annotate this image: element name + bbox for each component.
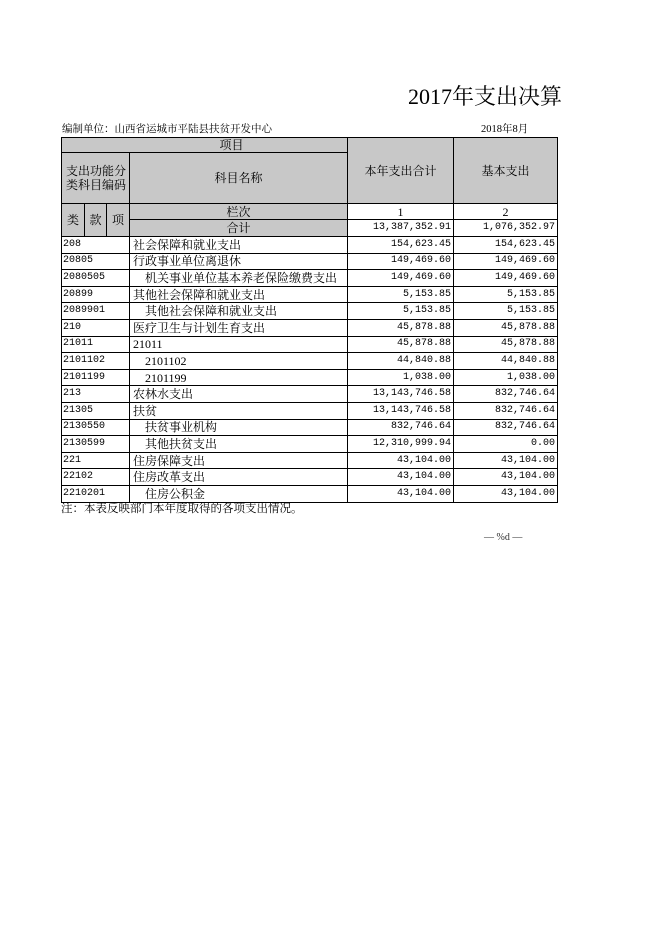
row-basic-amount: 43,104.00: [454, 469, 558, 486]
table-row: [62, 319, 558, 336]
table-row: [62, 253, 558, 270]
row-subject-name: 其他社会保障和就业支出: [130, 303, 348, 320]
row-total-amount: 45,878.88: [348, 319, 454, 336]
row-basic-amount: 154,623.45: [454, 237, 558, 254]
row-basic-amount: 45,878.88: [454, 319, 558, 336]
row-total-amount: 149,469.60: [348, 253, 454, 270]
table-row: [62, 369, 558, 386]
sum-row: [62, 220, 558, 237]
row-code: 210: [62, 319, 130, 336]
row-total-amount: 13,143,746.58: [348, 386, 454, 403]
row-subject-name: 农林水支出: [130, 386, 348, 403]
row-code: 208: [62, 237, 130, 254]
table-row: [62, 303, 558, 320]
header-project: 项目: [62, 138, 348, 153]
row-basic-amount: 832,746.64: [454, 386, 558, 403]
row-basic-amount: 149,469.60: [454, 270, 558, 287]
table-row: [62, 270, 558, 287]
row-total-amount: 43,104.00: [348, 469, 454, 486]
row-subject-name: 机关事业单位基本养老保险缴费支出: [130, 270, 348, 287]
sum-basic: 1,076,352.97: [454, 220, 558, 237]
row-code: 2130550: [62, 419, 130, 436]
row-total-amount: 43,104.00: [348, 452, 454, 469]
row-subject-name: 扶贫: [130, 402, 348, 419]
row-code: 20899: [62, 286, 130, 303]
column-index-total: 1: [348, 204, 454, 220]
row-subject-name: 扶贫事业机构: [130, 419, 348, 436]
row-code: 213: [62, 386, 130, 403]
table-row: [62, 402, 558, 419]
row-subject-name: 21011: [130, 336, 348, 353]
row-total-amount: 43,104.00: [348, 485, 454, 502]
row-subject-name: 住房保障支出: [130, 452, 348, 469]
row-basic-amount: 5,153.85: [454, 303, 558, 320]
sum-label: 合计: [130, 220, 348, 237]
row-code: 221: [62, 452, 130, 469]
table-row: [62, 386, 558, 403]
row-total-amount: 44,840.88: [348, 353, 454, 370]
header-row-index: [62, 204, 558, 220]
row-basic-amount: 43,104.00: [454, 485, 558, 502]
row-total-amount: 5,153.85: [348, 286, 454, 303]
table-row: [62, 436, 558, 453]
row-code: 2101199: [62, 369, 130, 386]
row-total-amount: 13,143,746.58: [348, 402, 454, 419]
row-basic-amount: 832,746.64: [454, 402, 558, 419]
header-code: 支出功能分类科目编码: [62, 153, 130, 204]
row-subject-name: 住房公积金: [130, 485, 348, 502]
row-subject-name: 医疗卫生与计划生育支出: [130, 319, 348, 336]
row-subject-name: 住房改革支出: [130, 469, 348, 486]
row-basic-amount: 149,469.60: [454, 253, 558, 270]
row-subject-name: 其他扶贫支出: [130, 436, 348, 453]
row-basic-amount: 5,153.85: [454, 286, 558, 303]
row-code: 22102: [62, 469, 130, 486]
row-subject-name: 2101102: [130, 353, 348, 370]
header-kuan: 款: [85, 204, 107, 237]
row-subject-name: 行政事业单位离退休: [130, 253, 348, 270]
row-subject-name: 其他社会保障和就业支出: [130, 286, 348, 303]
header-xiang: 项: [107, 204, 130, 237]
row-code: 2210201: [62, 485, 130, 502]
row-basic-amount: 0.00: [454, 436, 558, 453]
row-subject-name: 社会保障和就业支出: [130, 237, 348, 254]
table-row: [62, 452, 558, 469]
table-row: [62, 336, 558, 353]
header-lei: 类: [62, 204, 85, 237]
row-code: 2080505: [62, 270, 130, 287]
row-total-amount: 5,153.85: [348, 303, 454, 320]
page-title: 2017年支出决算: [408, 84, 562, 109]
row-code: 2089901: [62, 303, 130, 320]
header-row-project: [62, 138, 558, 153]
compiling-unit: 编制单位：山西省运城市平陆县扶贫开发中心: [62, 124, 272, 135]
row-code: 20805: [62, 253, 130, 270]
table-row: [62, 485, 558, 502]
row-total-amount: 149,469.60: [348, 270, 454, 287]
report-date: 2018年8月: [481, 124, 529, 135]
row-total-amount: 832,746.64: [348, 419, 454, 436]
row-code: 21011: [62, 336, 130, 353]
table-row: [62, 419, 558, 436]
table-row: [62, 469, 558, 486]
row-subject-name: 2101199: [130, 369, 348, 386]
row-total-amount: 12,310,999.94: [348, 436, 454, 453]
row-basic-amount: 1,038.00: [454, 369, 558, 386]
expenditure-table: [61, 137, 558, 503]
header-total: 本年支出合计: [348, 138, 454, 204]
sum-total: 13,387,352.91: [348, 220, 454, 237]
table-body: [62, 237, 558, 503]
table-row: [62, 237, 558, 254]
table-row: [62, 286, 558, 303]
row-total-amount: 45,878.88: [348, 336, 454, 353]
table-header: [62, 138, 558, 237]
row-basic-amount: 45,878.88: [454, 336, 558, 353]
row-code: 21305: [62, 402, 130, 419]
header-basic: 基本支出: [454, 138, 558, 204]
page-number: — %d —: [484, 532, 523, 543]
row-total-amount: 1,038.00: [348, 369, 454, 386]
table-row: [62, 353, 558, 370]
header-subject-name: 科目名称: [130, 153, 348, 204]
table-note: 注：本表反映部门本年度取得的各项支出情况。: [61, 503, 303, 515]
row-basic-amount: 43,104.00: [454, 452, 558, 469]
header-column-index-label: 栏次: [130, 204, 348, 220]
row-code: 2130599: [62, 436, 130, 453]
row-code: 2101102: [62, 353, 130, 370]
row-basic-amount: 832,746.64: [454, 419, 558, 436]
column-index-basic: 2: [454, 204, 558, 220]
row-total-amount: 154,623.45: [348, 237, 454, 254]
title-area: [408, 82, 562, 112]
row-basic-amount: 44,840.88: [454, 353, 558, 370]
